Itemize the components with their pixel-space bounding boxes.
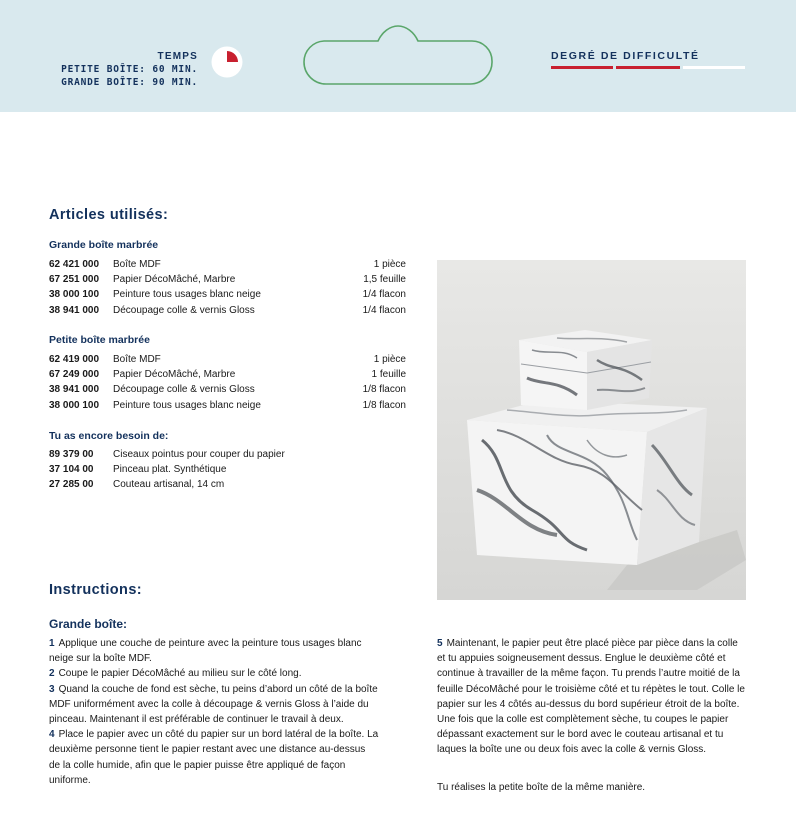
difficulty-bar-2 (616, 66, 680, 69)
instruction-step (49, 636, 379, 666)
item-name: Couteau artisanal, 14 cm (113, 479, 225, 491)
item-qty: 1 pièce (373, 354, 406, 365)
extra-items-title: Tu as encore besoin de: (49, 430, 169, 442)
closing-note: Tu réalises la petite boîte de la même manière. (437, 781, 646, 793)
item-code: 67 249 000 (49, 369, 100, 381)
list-item (49, 352, 406, 367)
item-name: Papier DécoMâché, Marbre (113, 274, 236, 286)
list-item (49, 367, 406, 382)
step-text: Coupe le papier DécoMâché au milieu sur le côté long. (58, 668, 302, 680)
clock-icon (211, 46, 243, 78)
item-code: 89 379 00 (49, 449, 94, 460)
item-name: Ciseaux pointus pour couper du papier (113, 449, 285, 460)
instruction-step (49, 727, 379, 788)
item-code: 38 941 000 (49, 384, 100, 396)
difficulty-label: DEGRÉ DE DIFFICULTÉ (551, 50, 700, 62)
group-title-large-box: Grande boîte marbrée (49, 239, 159, 251)
time-small-box: PETITE BOÎTE: 60 MIN. (61, 64, 198, 75)
item-qty: 1 feuille (371, 369, 406, 381)
item-name: Découpage colle & vernis Gloss (113, 384, 255, 396)
instruction-step (49, 666, 379, 681)
instruction-step (437, 636, 747, 758)
step-text: Place le papier avec un côté du papier sur un bord latéral de la boîte. La deuxième personne tient le papier restant avec une distance au-dessus de la colle humide, afin que le papier puisse être appliqué de façon uniforme. (49, 729, 379, 786)
time-info (61, 50, 198, 89)
item-code: 27 285 00 (49, 479, 94, 491)
item-code: 62 421 000 (49, 259, 100, 270)
item-name: Pinceau plat. Synthétique (113, 464, 227, 476)
list-item (49, 398, 406, 413)
item-list-large-box (49, 257, 406, 318)
step-text: Applique une couche de peinture avec la peinture tous usages blanc neige sur la boîte MDF. (49, 638, 362, 665)
list-item (49, 272, 406, 287)
list-item (49, 257, 406, 272)
item-code: 62 419 000 (49, 354, 100, 365)
extra-item-list (49, 447, 406, 493)
item-name: Boîte MDF (113, 354, 161, 365)
item-list-small-box (49, 352, 406, 413)
item-qty: 1,5 feuille (363, 274, 406, 286)
item-code: 38 000 100 (49, 399, 100, 411)
instructions-column-right (437, 636, 747, 795)
item-code: 37 104 00 (49, 464, 94, 476)
item-code: 38 000 100 (49, 289, 100, 301)
difficulty-bar-1 (551, 66, 613, 69)
item-name: Peinture tous usages blanc neige (113, 399, 261, 411)
header-band (0, 0, 796, 112)
group-title-small-box: Petite boîte marbrée (49, 334, 150, 346)
time-large-box: GRANDE BOÎTE: 90 MIN. (61, 77, 198, 88)
item-qty: 1/4 flacon (362, 304, 406, 316)
item-name: Découpage colle & vernis Gloss (113, 304, 255, 316)
item-qty: 1/4 flacon (362, 289, 406, 301)
time-title: TEMPS (157, 51, 198, 62)
product-photo (437, 260, 746, 600)
list-item (49, 477, 406, 492)
list-item (49, 303, 406, 318)
item-qty: 1/8 flacon (362, 399, 406, 411)
instructions-column-left (49, 636, 379, 788)
item-name: Peinture tous usages blanc neige (113, 289, 261, 301)
marbled-boxes-illustration (437, 260, 746, 600)
item-qty: 1 pièce (373, 259, 406, 270)
difficulty-bar-3 (683, 66, 745, 69)
item-qty: 1/8 flacon (362, 384, 406, 396)
item-code: 38 941 000 (49, 304, 100, 316)
list-item (49, 462, 406, 477)
list-item (49, 382, 406, 397)
step-number: 1 (49, 638, 55, 649)
articles-heading: Articles utilisés: (49, 207, 169, 223)
step-number: 5 (437, 638, 443, 649)
instructions-subheading: Grande boîte: (49, 617, 128, 631)
step-text: Maintenant, le papier peut être placé pièce par pièce dans la colle et tu appuies soigneusement dessus. Englue le deuxième côté et continue à travailler de la même façon. Tu prends l’autre moitié de la feuille DécoMâché pour le troisième côté et tu répètes le tout. Colle le papier sur les 4 côtés au-dessus du bord supérieur étroit de la boîte. Une fois que la colle est complètement sèche, tu coupes le papier dépassant exactement sur le bord avec le couteau artisanal et tu laques la boîte une ou deux fois avec la colle & vernis Gloss. (437, 638, 745, 756)
instructions-heading: Instructions: (49, 582, 143, 598)
list-item (49, 287, 406, 302)
instruction-step (49, 682, 379, 728)
item-code: 67 251 000 (49, 274, 100, 286)
list-item (49, 447, 406, 462)
step-number: 4 (49, 729, 55, 741)
step-text: Quand la couche de fond est sèche, tu peins d’abord un côté de la boîte MDF uniformément avec la colle à découpage & vernis Gloss à l’aide du pinceau. Maintenant il est préférable de continuer le travail à deux. (49, 683, 378, 726)
step-number: 2 (49, 668, 55, 680)
cloud-shape (302, 24, 494, 86)
item-name: Boîte MDF (113, 259, 161, 270)
item-name: Papier DécoMâché, Marbre (113, 369, 236, 381)
step-number: 3 (49, 683, 55, 695)
